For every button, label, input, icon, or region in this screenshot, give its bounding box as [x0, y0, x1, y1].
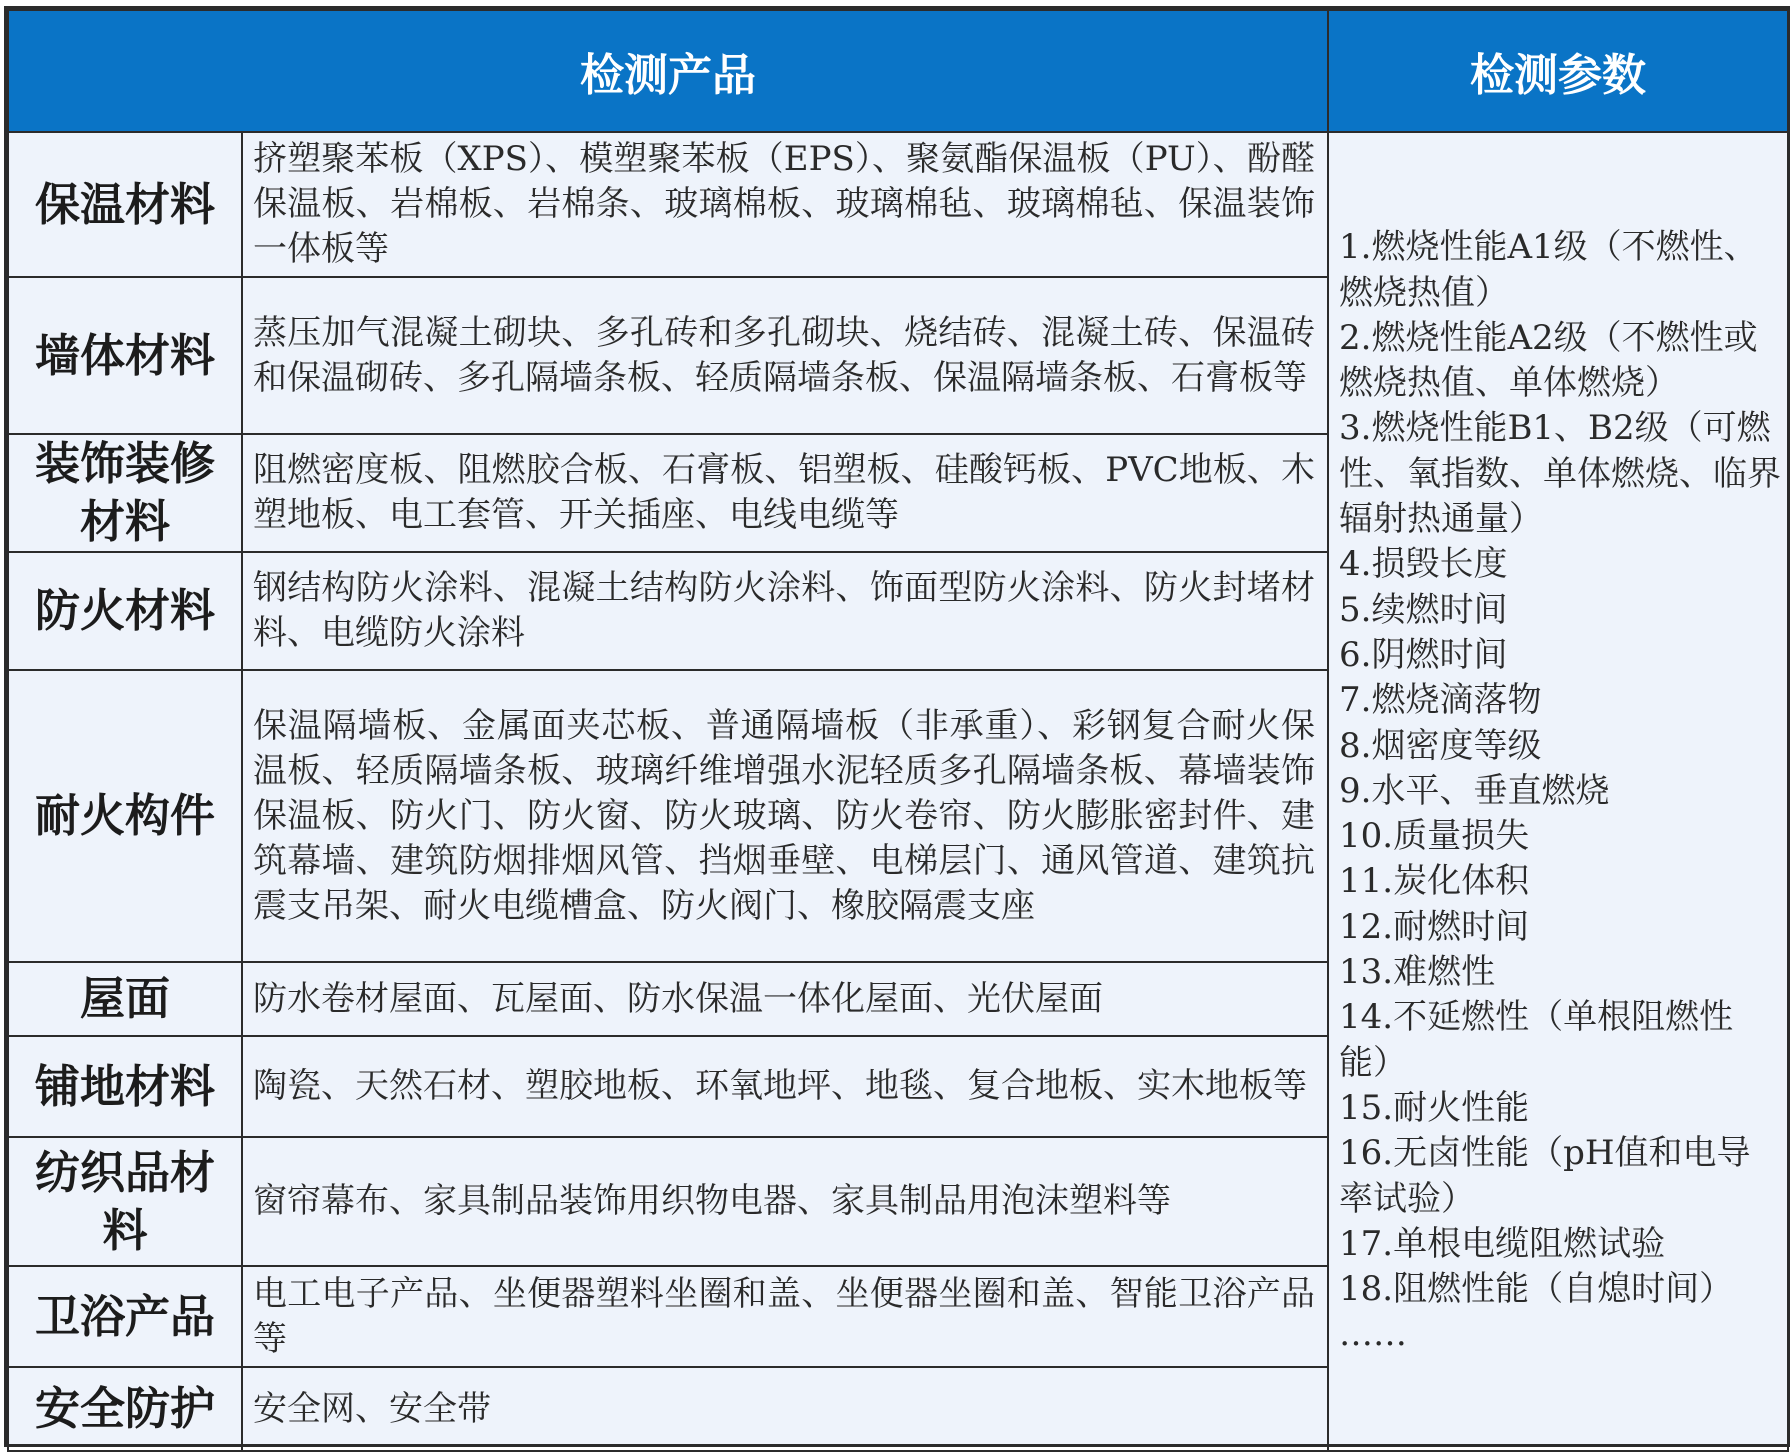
- category-cell: 防火材料: [8, 552, 242, 670]
- products-cell: 陶瓷、天然石材、塑胶地板、环氧地坪、地毯、复合地板、实木地板等: [242, 1036, 1328, 1137]
- test-scope-table: [7, 9, 1789, 1452]
- category-cell: 安全防护: [8, 1367, 242, 1451]
- products-cell: 电工电子产品、坐便器塑料坐圈和盖、坐便器坐圈和盖、智能卫浴产品等: [242, 1266, 1328, 1367]
- parameter-item: 17.单根电缆阻燃试验: [1339, 1223, 1666, 1264]
- parameter-item: 10.质量损失: [1339, 816, 1530, 857]
- table-row: [8, 132, 1788, 277]
- parameter-item: 13.难燃性: [1339, 952, 1496, 993]
- header-products: 检测产品: [8, 10, 1328, 132]
- category-cell: 屋面: [8, 962, 242, 1036]
- parameter-item: 9.水平、垂直燃烧: [1339, 770, 1610, 811]
- category-cell: 卫浴产品: [8, 1266, 242, 1367]
- parameter-item: 7.燃烧滴落物: [1339, 680, 1542, 721]
- products-cell: 窗帘幕布、家具制品装饰用织物电器、家具制品用泡沫塑料等: [242, 1137, 1328, 1266]
- category-cell: 墙体材料: [8, 277, 242, 434]
- category-cell: 铺地材料: [8, 1036, 242, 1137]
- parameter-item: 5.续燃时间: [1339, 589, 1508, 630]
- category-cell: 装饰装修材料: [8, 434, 242, 552]
- parameter-item: 3.燃烧性能B1、B2级（可燃性、氧指数、单体燃烧、临界辐射热通量）: [1339, 408, 1781, 540]
- products-cell: 阻燃密度板、阻燃胶合板、石膏板、铝塑板、硅酸钙板、PVC地板、木塑地板、电工套管、开关插座、电线电缆等: [242, 434, 1328, 552]
- parameter-item: 4.损毁长度: [1339, 544, 1508, 585]
- products-cell: 防水卷材屋面、瓦屋面、防水保温一体化屋面、光伏屋面: [242, 962, 1328, 1036]
- products-cell: 钢结构防火涂料、混凝土结构防火涂料、饰面型防火涂料、防火封堵材料、电缆防火涂料: [242, 552, 1328, 670]
- parameter-item: ……: [1339, 1314, 1407, 1355]
- parameter-item: 12.耐燃时间: [1339, 906, 1530, 947]
- parameter-item: 18.阻燃性能（自熄时间）: [1339, 1269, 1734, 1310]
- parameter-item: 8.烟密度等级: [1339, 725, 1542, 766]
- parameter-item: 11.炭化体积: [1339, 861, 1530, 902]
- parameter-item: 1.燃烧性能A1级（不燃性、燃烧热值）: [1339, 227, 1758, 313]
- parameter-item: 15.耐火性能: [1339, 1087, 1530, 1128]
- header-row: [8, 10, 1788, 132]
- category-cell: 耐火构件: [8, 670, 242, 962]
- parameter-item: 16.无卤性能（pH值和电导率试验）: [1339, 1133, 1751, 1219]
- products-cell: 蒸压加气混凝土砌块、多孔砖和多孔砌块、烧结砖、混凝土砖、保温砖和保温砌砖、多孔隔墙条板、轻质隔墙条板、保温隔墙条板、石膏板等: [242, 277, 1328, 434]
- category-cell: 保温材料: [8, 132, 242, 277]
- products-cell: 安全网、安全带: [242, 1367, 1328, 1451]
- category-cell: 纺织品材料: [8, 1137, 242, 1266]
- parameter-item: 2.燃烧性能A2级（不燃性或燃烧热值、单体燃烧）: [1339, 317, 1758, 404]
- parameter-item: 6.阴燃时间: [1339, 634, 1508, 675]
- header-parameters: 检测参数: [1328, 10, 1788, 132]
- products-cell: 保温隔墙板、金属面夹芯板、普通隔墙板（非承重）、彩钢复合耐火保温板、轻质隔墙条板、玻璃纤维增强水泥轻质多孔隔墙条板、幕墙装饰保温板、防火门、防火窗、防火玻璃、防火卷帘、防火膨胀密封件、建筑幕墙、建筑防烟排烟风管、挡烟垂壁、电梯层门、通风管道、建筑抗震支吊架、耐火电缆槽盒、防火阀门、橡胶隔震支座: [242, 670, 1328, 962]
- products-cell: 挤塑聚苯板（XPS）、模塑聚苯板（EPS）、聚氨酯保温板（PU）、酚醛保温板、岩棉板、岩棉条、玻璃棉板、玻璃棉毡、玻璃棉毡、保温装饰一体板等: [242, 132, 1328, 277]
- parameter-item: 14.不延燃性（单根阻燃性能）: [1339, 997, 1734, 1083]
- parameters-cell: [1328, 132, 1788, 1451]
- test-scope-table-frame: [4, 6, 1790, 1447]
